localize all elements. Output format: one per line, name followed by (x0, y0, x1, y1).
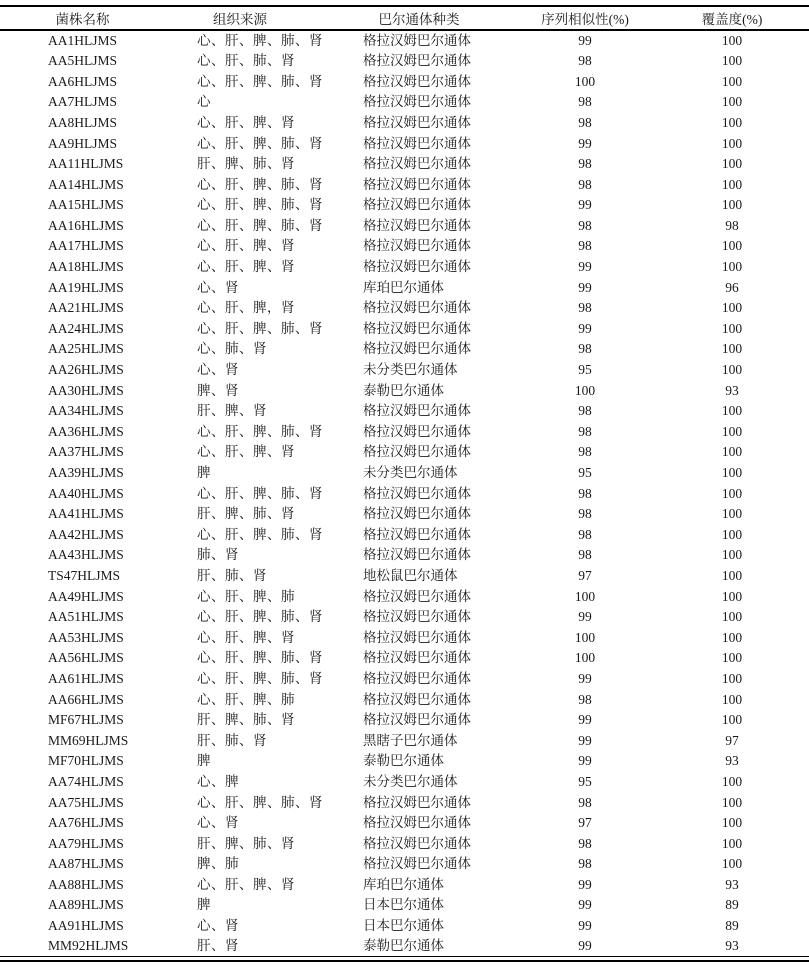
cell-strain-name: AA14HLJMS (48, 176, 124, 192)
cell-coverage: 100 (721, 588, 743, 604)
table-row (0, 874, 809, 895)
cell-coverage: 93 (725, 938, 739, 954)
cell-sequence-similarity: 99 (578, 197, 592, 213)
table-row (0, 442, 809, 463)
cell-bartonella-species: 格拉汉姆巴尔通体 (363, 526, 471, 542)
cell-sequence-similarity: 99 (578, 609, 592, 625)
cell-sequence-similarity: 97 (578, 815, 592, 831)
cell-coverage: 100 (721, 444, 743, 460)
cell-tissue-source: 肝、脾、肺、肾 (197, 156, 295, 172)
cell-coverage: 100 (721, 197, 743, 213)
cell-strain-name: AA15HLJMS (48, 197, 124, 213)
table-row (0, 710, 809, 731)
cell-bartonella-species: 未分类巴尔通体 (363, 362, 458, 378)
cell-sequence-similarity: 98 (578, 485, 592, 501)
cell-tissue-source: 心、肝、脾、肺、肾 (197, 217, 323, 233)
cell-sequence-similarity: 98 (578, 526, 592, 542)
cell-strain-name: AA66HLJMS (48, 691, 124, 707)
cell-strain-name: AA26HLJMS (48, 362, 124, 378)
cell-bartonella-species: 格拉汉姆巴尔通体 (363, 94, 471, 110)
table-row (0, 360, 809, 381)
table-row (0, 277, 809, 298)
cell-bartonella-species: 格拉汉姆巴尔通体 (363, 650, 471, 666)
table-row (0, 771, 809, 792)
cell-coverage: 93 (725, 382, 739, 398)
cell-bartonella-species: 格拉汉姆巴尔通体 (363, 403, 471, 419)
cell-tissue-source: 心、肝、脾、肺、肾 (197, 609, 323, 625)
cell-coverage: 100 (721, 423, 743, 439)
cell-sequence-similarity: 100 (574, 650, 596, 666)
table-row (0, 895, 809, 916)
cell-tissue-source: 心、肝、脾、肾 (197, 629, 295, 645)
cell-sequence-similarity: 100 (574, 73, 596, 89)
cell-coverage: 100 (721, 773, 743, 789)
cell-strain-name: AA76HLJMS (48, 815, 124, 831)
cell-sequence-similarity: 98 (578, 176, 592, 192)
cell-tissue-source: 心、肝、脾、肺 (197, 691, 295, 707)
table-bottom-rule (0, 957, 809, 962)
cell-coverage: 100 (721, 567, 743, 583)
cell-sequence-similarity: 100 (574, 629, 596, 645)
cell-bartonella-species: 地松鼠巴尔通体 (363, 567, 458, 583)
cell-coverage: 100 (721, 53, 743, 69)
table-row (0, 565, 809, 586)
table-row (0, 154, 809, 175)
table-row (0, 730, 809, 751)
cell-coverage: 100 (721, 403, 743, 419)
table-row (0, 318, 809, 339)
table-row (0, 462, 809, 483)
cell-coverage: 100 (721, 73, 743, 89)
cell-sequence-similarity: 98 (578, 217, 592, 233)
cell-sequence-similarity: 98 (578, 506, 592, 522)
table-row (0, 751, 809, 772)
cell-coverage: 100 (721, 176, 743, 192)
cell-strain-name: AA79HLJMS (48, 835, 124, 851)
cell-tissue-source: 脾、肺 (197, 856, 239, 872)
cell-bartonella-species: 格拉汉姆巴尔通体 (363, 670, 471, 686)
cell-bartonella-species: 格拉汉姆巴尔通体 (363, 300, 471, 316)
cell-sequence-similarity: 99 (578, 135, 592, 151)
cell-coverage: 100 (721, 712, 743, 728)
cell-bartonella-species: 泰勒巴尔通体 (363, 382, 444, 398)
cell-coverage: 96 (725, 279, 739, 295)
cell-tissue-source: 肝、肾 (197, 938, 239, 954)
cell-sequence-similarity: 99 (578, 918, 592, 934)
table-row (0, 51, 809, 72)
cell-tissue-source: 心、肝、脾、肺、肾 (197, 197, 323, 213)
cell-bartonella-species: 格拉汉姆巴尔通体 (363, 794, 471, 810)
cell-coverage: 100 (721, 238, 743, 254)
table-row (0, 483, 809, 504)
cell-tissue-source: 心、肝、脾、肺、肾 (197, 794, 323, 810)
table-body (0, 30, 809, 957)
cell-sequence-similarity: 98 (578, 53, 592, 69)
cell-tissue-source: 心、肝、脾，肾 (197, 300, 295, 316)
cell-bartonella-species: 格拉汉姆巴尔通体 (363, 691, 471, 707)
cell-coverage: 100 (721, 465, 743, 481)
cell-tissue-source: 肝、脾、肺、肾 (197, 506, 295, 522)
cell-sequence-similarity: 99 (578, 753, 592, 769)
cell-tissue-source: 心、肾 (197, 815, 239, 831)
cell-coverage: 100 (721, 135, 743, 151)
cell-bartonella-species: 格拉汉姆巴尔通体 (363, 197, 471, 213)
cell-tissue-source: 心、肝、脾、肺、肾 (197, 73, 323, 89)
cell-bartonella-species: 格拉汉姆巴尔通体 (363, 156, 471, 172)
cell-sequence-similarity: 99 (578, 732, 592, 748)
cell-strain-name: AA18HLJMS (48, 259, 124, 275)
cell-sequence-similarity: 98 (578, 856, 592, 872)
cell-bartonella-species: 泰勒巴尔通体 (363, 938, 444, 954)
cell-bartonella-species: 格拉汉姆巴尔通体 (363, 485, 471, 501)
cell-coverage: 100 (721, 341, 743, 357)
cell-strain-name: AA75HLJMS (48, 794, 124, 810)
table-row (0, 545, 809, 566)
table-row (0, 607, 809, 628)
cell-bartonella-species: 格拉汉姆巴尔通体 (363, 135, 471, 151)
cell-sequence-similarity: 95 (578, 465, 592, 481)
cell-coverage: 93 (725, 876, 739, 892)
cell-coverage: 89 (725, 918, 739, 934)
cell-coverage: 100 (721, 629, 743, 645)
cell-bartonella-species: 泰勒巴尔通体 (363, 753, 444, 769)
cell-tissue-source: 心、肝、脾、肺、肾 (197, 526, 323, 542)
cell-bartonella-species: 格拉汉姆巴尔通体 (363, 259, 471, 275)
cell-sequence-similarity: 98 (578, 156, 592, 172)
cell-strain-name: MM69HLJMS (48, 732, 129, 748)
cell-tissue-source: 心、肝、脾、肾 (197, 114, 295, 130)
table-row (0, 215, 809, 236)
cell-strain-name: AA9HLJMS (48, 135, 118, 151)
cell-coverage: 100 (721, 670, 743, 686)
cell-bartonella-species: 格拉汉姆巴尔通体 (363, 73, 471, 89)
table-row (0, 401, 809, 422)
cell-coverage: 100 (721, 320, 743, 336)
cell-sequence-similarity: 99 (578, 938, 592, 954)
cell-tissue-source: 心、肾 (197, 362, 239, 378)
table-row (0, 833, 809, 854)
cell-bartonella-species: 格拉汉姆巴尔通体 (363, 33, 471, 49)
cell-bartonella-species: 库珀巴尔通体 (363, 876, 444, 892)
cell-tissue-source: 心、肝、脾、肺、肾 (197, 670, 323, 686)
table-row (0, 504, 809, 525)
cell-sequence-similarity: 98 (578, 835, 592, 851)
table-row (0, 298, 809, 319)
cell-strain-name: AA88HLJMS (48, 876, 124, 892)
cell-strain-name: AA17HLJMS (48, 238, 124, 254)
cell-strain-name: AA56HLJMS (48, 650, 124, 666)
cell-tissue-source: 心、肝、脾、肺 (197, 588, 295, 604)
cell-sequence-similarity: 98 (578, 691, 592, 707)
cell-coverage: 93 (725, 753, 739, 769)
cell-tissue-source: 心、肝、脾、肺、肾 (197, 176, 323, 192)
cell-strain-name: AA21HLJMS (48, 300, 124, 316)
cell-tissue-source: 脾 (197, 753, 211, 769)
cell-tissue-source: 肺、肾 (197, 547, 239, 563)
table-row (0, 112, 809, 133)
table-row (0, 380, 809, 401)
cell-bartonella-species: 格拉汉姆巴尔通体 (363, 506, 471, 522)
cell-coverage: 100 (721, 856, 743, 872)
cell-tissue-source: 心、肾 (197, 918, 239, 934)
cell-coverage: 100 (721, 609, 743, 625)
bartonella-strains-table (0, 5, 809, 957)
cell-tissue-source: 心、肝、脾、肺、肾 (197, 423, 323, 439)
cell-strain-name: AA19HLJMS (48, 279, 124, 295)
table-row (0, 133, 809, 154)
cell-coverage: 100 (721, 300, 743, 316)
cell-sequence-similarity: 99 (578, 876, 592, 892)
cell-tissue-source: 心、肝、肺、肾 (197, 53, 295, 69)
cell-strain-name: AA16HLJMS (48, 217, 124, 233)
cell-sequence-similarity: 98 (578, 423, 592, 439)
cell-strain-name: AA36HLJMS (48, 423, 124, 439)
cell-tissue-source: 肝、脾、肾 (197, 403, 267, 419)
cell-tissue-source: 心、脾 (197, 773, 239, 789)
table-row (0, 236, 809, 257)
cell-bartonella-species: 日本巴尔通体 (363, 918, 444, 934)
cell-tissue-source: 肝、脾、肺、肾 (197, 712, 295, 728)
cell-tissue-source: 心、肝、脾、肾 (197, 259, 295, 275)
cell-strain-name: AA42HLJMS (48, 526, 124, 542)
cell-strain-name: AA8HLJMS (48, 114, 118, 130)
cell-coverage: 100 (721, 485, 743, 501)
cell-sequence-similarity: 98 (578, 114, 592, 130)
table-row (0, 71, 809, 92)
cell-tissue-source: 心、肾 (197, 279, 239, 295)
cell-bartonella-species: 格拉汉姆巴尔通体 (363, 320, 471, 336)
cell-strain-name: AA39HLJMS (48, 465, 124, 481)
table-header-row (0, 6, 809, 30)
cell-bartonella-species: 格拉汉姆巴尔通体 (363, 856, 471, 872)
table-row (0, 257, 809, 278)
cell-bartonella-species: 格拉汉姆巴尔通体 (363, 815, 471, 831)
cell-strain-name: AA34HLJMS (48, 403, 124, 419)
table-row (0, 586, 809, 607)
cell-tissue-source: 心、肝、脾、肾 (197, 444, 295, 460)
cell-bartonella-species: 格拉汉姆巴尔通体 (363, 609, 471, 625)
cell-strain-name: AA51HLJMS (48, 609, 124, 625)
cell-tissue-source: 心、肝、脾、肺、肾 (197, 135, 323, 151)
cell-coverage: 100 (721, 33, 743, 49)
cell-sequence-similarity: 98 (578, 444, 592, 460)
cell-coverage: 100 (721, 650, 743, 666)
cell-sequence-similarity: 98 (578, 403, 592, 419)
table-row (0, 524, 809, 545)
table-row (0, 421, 809, 442)
table-row (0, 195, 809, 216)
cell-bartonella-species: 格拉汉姆巴尔通体 (363, 629, 471, 645)
cell-bartonella-species: 格拉汉姆巴尔通体 (363, 217, 471, 233)
table-row (0, 792, 809, 813)
cell-sequence-similarity: 99 (578, 670, 592, 686)
cell-coverage: 100 (721, 114, 743, 130)
cell-tissue-source: 心 (197, 94, 211, 110)
cell-strain-name: AA7HLJMS (48, 94, 118, 110)
cell-sequence-similarity: 99 (578, 33, 592, 49)
cell-bartonella-species: 格拉汉姆巴尔通体 (363, 423, 471, 439)
cell-coverage: 100 (721, 362, 743, 378)
cell-strain-name: AA74HLJMS (48, 773, 124, 789)
cell-coverage: 100 (721, 156, 743, 172)
table-row (0, 92, 809, 113)
cell-strain-name: AA49HLJMS (48, 588, 124, 604)
table-row (0, 936, 809, 957)
cell-tissue-source: 肝、肺、肾 (197, 732, 267, 748)
cell-coverage: 98 (725, 217, 739, 233)
cell-strain-name: TS47HLJMS (48, 567, 121, 583)
table-row (0, 174, 809, 195)
table-row (0, 30, 809, 51)
cell-tissue-source: 心、肝、脾、肺、肾 (197, 485, 323, 501)
table-row (0, 916, 809, 937)
cell-bartonella-species: 格拉汉姆巴尔通体 (363, 341, 471, 357)
cell-tissue-source: 脾 (197, 465, 211, 481)
cell-strain-name: AA87HLJMS (48, 856, 124, 872)
cell-strain-name: AA61HLJMS (48, 670, 124, 686)
cell-sequence-similarity: 98 (578, 794, 592, 810)
table-row (0, 627, 809, 648)
cell-strain-name: AA41HLJMS (48, 506, 124, 522)
cell-bartonella-species: 格拉汉姆巴尔通体 (363, 53, 471, 69)
cell-coverage: 100 (721, 691, 743, 707)
col-header-strain-name: 菌株名称 (55, 12, 110, 27)
cell-coverage: 100 (721, 506, 743, 522)
cell-bartonella-species: 日本巴尔通体 (363, 897, 444, 913)
cell-sequence-similarity: 95 (578, 362, 592, 378)
cell-tissue-source: 脾 (197, 897, 211, 913)
cell-tissue-source: 心、肝、脾、肾 (197, 238, 295, 254)
cell-sequence-similarity: 98 (578, 300, 592, 316)
cell-coverage: 100 (721, 835, 743, 851)
table-row (0, 668, 809, 689)
cell-sequence-similarity: 100 (574, 588, 596, 604)
cell-coverage: 100 (721, 794, 743, 810)
cell-coverage: 100 (721, 94, 743, 110)
cell-strain-name: AA25HLJMS (48, 341, 124, 357)
cell-coverage: 89 (725, 897, 739, 913)
cell-sequence-similarity: 97 (578, 567, 592, 583)
table-row (0, 854, 809, 875)
cell-sequence-similarity: 99 (578, 259, 592, 275)
cell-coverage: 100 (721, 547, 743, 563)
cell-sequence-similarity: 98 (578, 94, 592, 110)
cell-sequence-similarity: 99 (578, 279, 592, 295)
cell-strain-name: AA91HLJMS (48, 918, 124, 934)
cell-strain-name: AA89HLJMS (48, 897, 124, 913)
cell-bartonella-species: 未分类巴尔通体 (363, 465, 458, 481)
cell-bartonella-species: 格拉汉姆巴尔通体 (363, 238, 471, 254)
cell-coverage: 100 (721, 526, 743, 542)
cell-sequence-similarity: 98 (578, 238, 592, 254)
cell-tissue-source: 脾、肾 (197, 382, 239, 398)
cell-strain-name: AA53HLJMS (48, 629, 124, 645)
cell-bartonella-species: 未分类巴尔通体 (363, 773, 458, 789)
cell-strain-name: AA40HLJMS (48, 485, 124, 501)
col-header-sequence-similarity: 序列相似性(%) (541, 12, 629, 27)
cell-strain-name: MF67HLJMS (48, 712, 124, 728)
cell-strain-name: AA37HLJMS (48, 444, 124, 460)
cell-bartonella-species: 格拉汉姆巴尔通体 (363, 835, 471, 851)
cell-coverage: 100 (721, 815, 743, 831)
cell-tissue-source: 心、肝、脾、肺、肾 (197, 33, 323, 49)
col-header-bartonella-species: 巴尔通体种类 (378, 12, 460, 27)
cell-sequence-similarity: 98 (578, 547, 592, 563)
cell-sequence-similarity: 98 (578, 341, 592, 357)
table-row (0, 339, 809, 360)
cell-tissue-source: 心、肝、脾、肺、肾 (197, 650, 323, 666)
cell-strain-name: MF70HLJMS (48, 753, 124, 769)
cell-tissue-source: 肝、肺、肾 (197, 567, 267, 583)
cell-bartonella-species: 格拉汉姆巴尔通体 (363, 712, 471, 728)
cell-tissue-source: 心、肝、脾、肾 (197, 876, 295, 892)
cell-coverage: 100 (721, 259, 743, 275)
cell-strain-name: AA1HLJMS (48, 33, 118, 49)
cell-bartonella-species: 格拉汉姆巴尔通体 (363, 444, 471, 460)
col-header-coverage: 覆盖度(%) (701, 12, 763, 27)
cell-strain-name: AA24HLJMS (48, 320, 124, 336)
cell-bartonella-species: 格拉汉姆巴尔通体 (363, 176, 471, 192)
cell-sequence-similarity: 95 (578, 773, 592, 789)
cell-tissue-source: 心、肺、肾 (197, 341, 267, 357)
cell-sequence-similarity: 99 (578, 320, 592, 336)
cell-sequence-similarity: 99 (578, 897, 592, 913)
cell-tissue-source: 肝、脾、肺、肾 (197, 835, 295, 851)
cell-strain-name: AA30HLJMS (48, 382, 124, 398)
cell-strain-name: AA6HLJMS (48, 73, 118, 89)
col-header-tissue-source: 组织来源 (213, 12, 267, 27)
cell-sequence-similarity: 100 (574, 382, 596, 398)
cell-strain-name: AA5HLJMS (48, 53, 118, 69)
cell-coverage: 97 (725, 732, 739, 748)
cell-strain-name: MM92HLJMS (48, 938, 129, 954)
cell-bartonella-species: 库珀巴尔通体 (363, 279, 444, 295)
cell-bartonella-species: 黑瞎子巴尔通体 (363, 732, 458, 748)
cell-sequence-similarity: 99 (578, 712, 592, 728)
table-row (0, 648, 809, 669)
table-row (0, 813, 809, 834)
table-row (0, 689, 809, 710)
cell-tissue-source: 心、肝、脾、肺、肾 (197, 320, 323, 336)
cell-bartonella-species: 格拉汉姆巴尔通体 (363, 114, 471, 130)
cell-bartonella-species: 格拉汉姆巴尔通体 (363, 547, 471, 563)
cell-bartonella-species: 格拉汉姆巴尔通体 (363, 588, 471, 604)
cell-strain-name: AA43HLJMS (48, 547, 124, 563)
cell-strain-name: AA11HLJMS (48, 156, 124, 172)
